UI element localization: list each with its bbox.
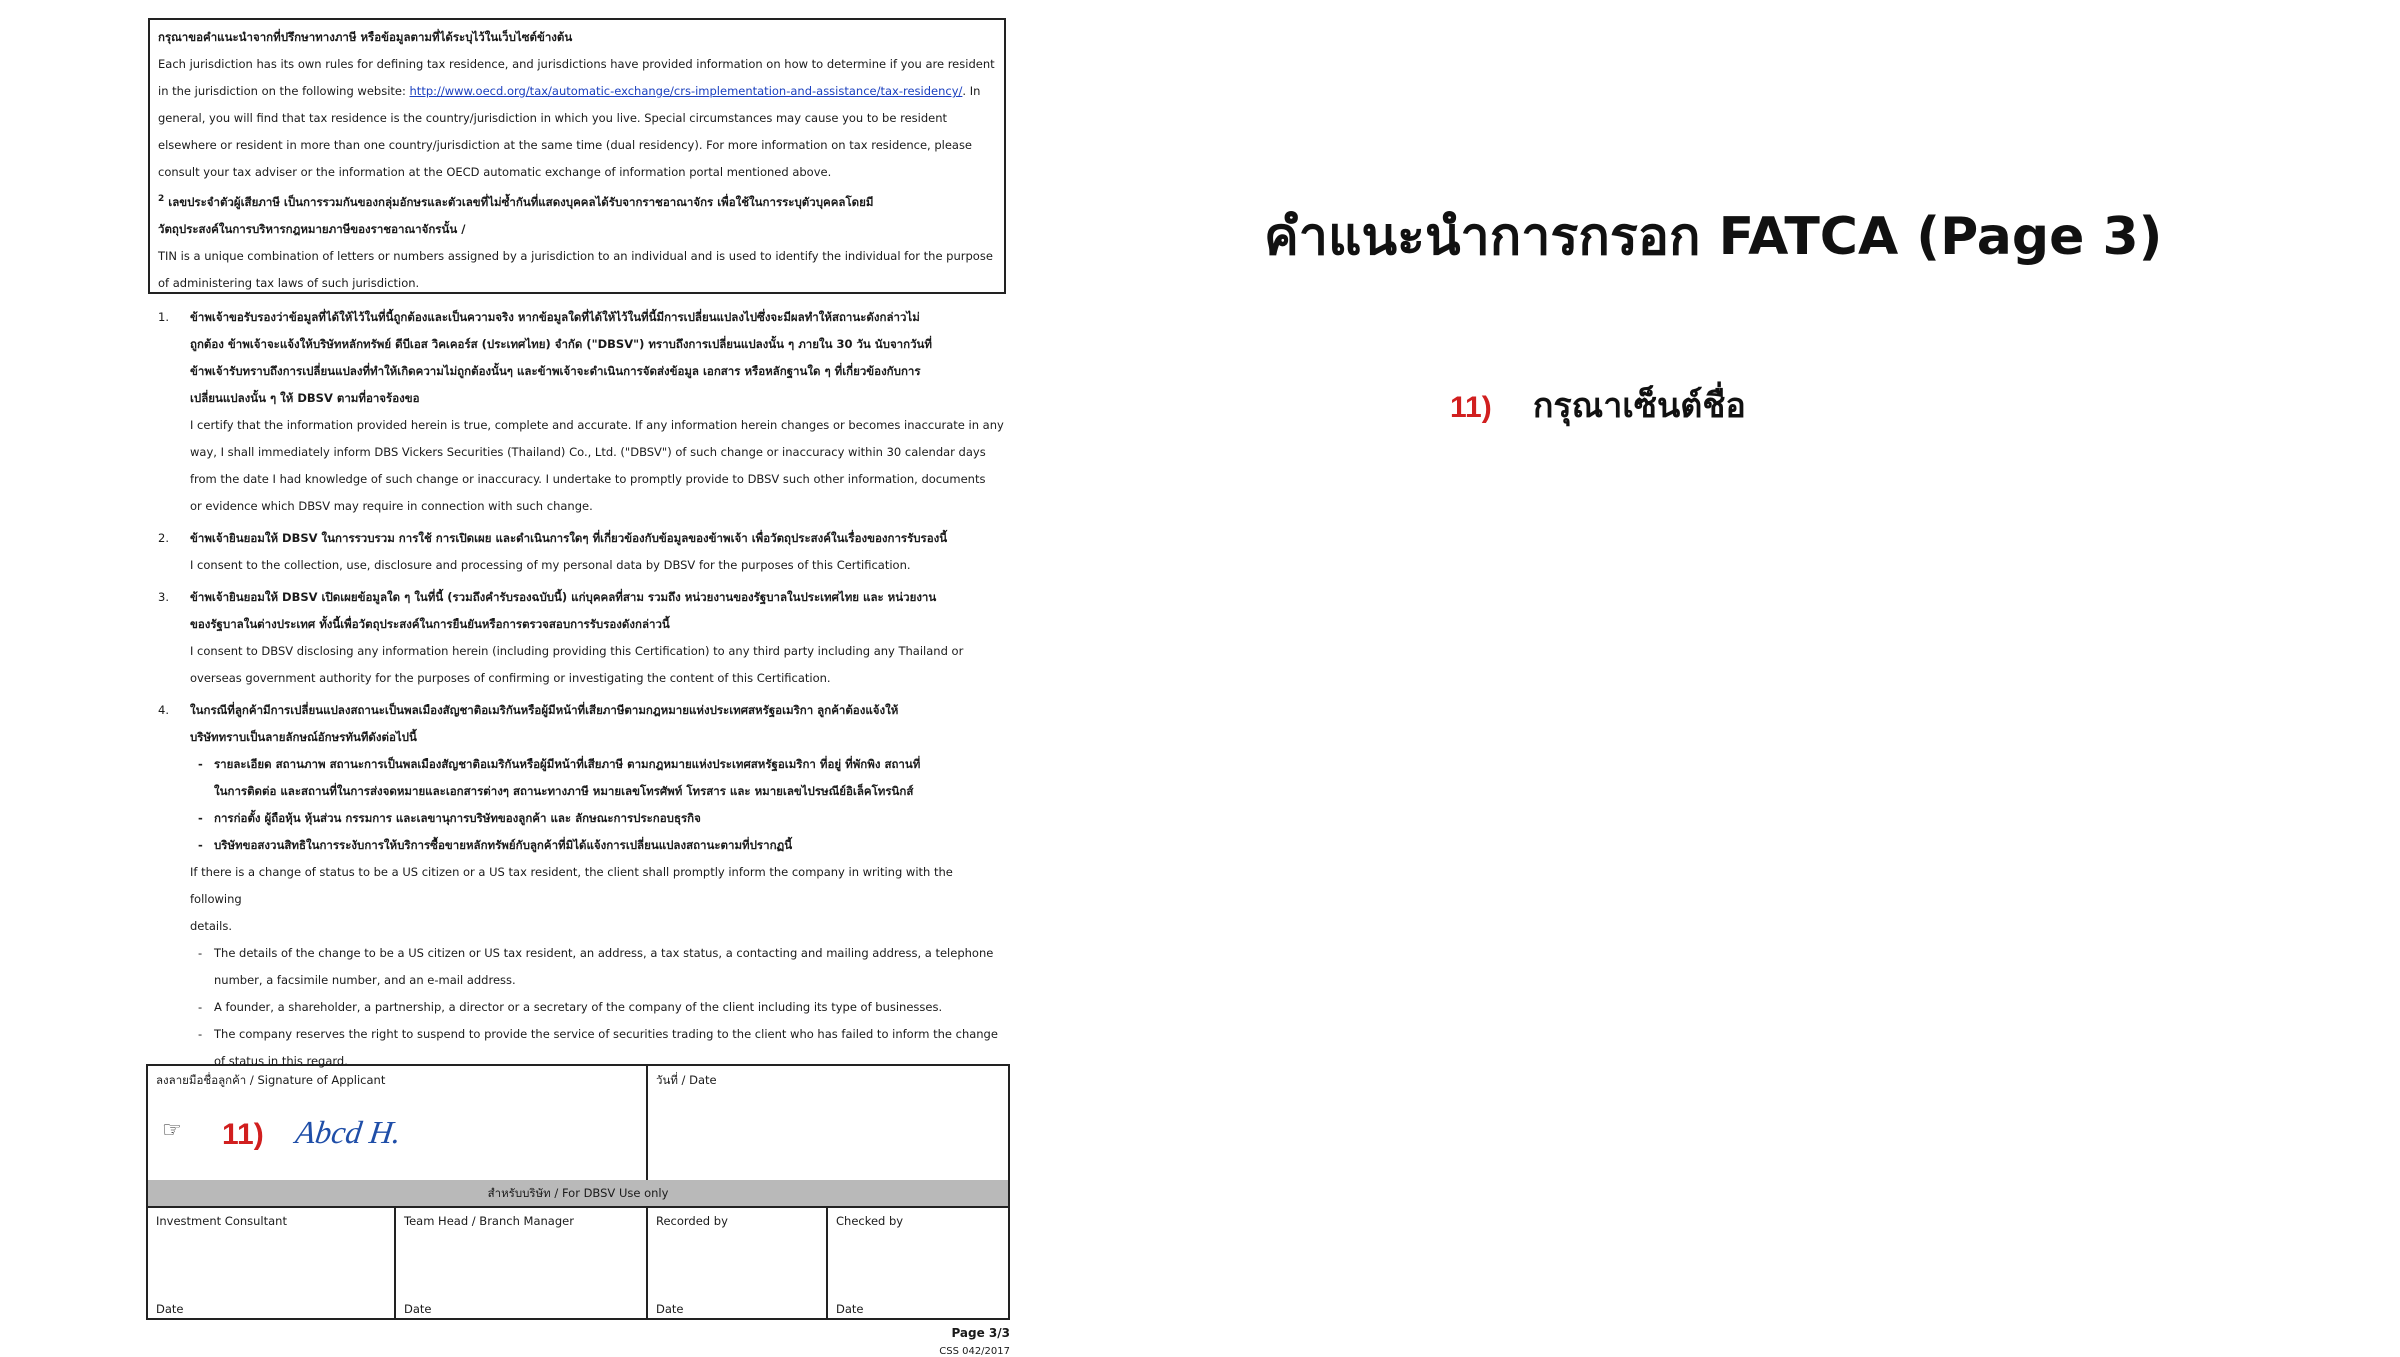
staff-role-label: Team Head / Branch Manager (404, 1214, 574, 1228)
investment-consultant-cell (148, 1208, 396, 1318)
oecd-link[interactable]: http://www.oecd.org/tax/automatic-exchange/crs-implementation-and-assistance/tax-residency/ (409, 84, 963, 98)
staff-date-label: Date (656, 1302, 684, 1316)
applicant-signature: Abcd H. (293, 1114, 404, 1150)
item-number: 1. (158, 310, 169, 324)
item-english-line: details. (190, 919, 232, 933)
staff-date-label: Date (404, 1302, 432, 1316)
item-number: 2. (158, 531, 169, 545)
tin-footnote-mark: 2 (158, 194, 165, 204)
step-number: 11) (1450, 391, 1492, 424)
signature-label: ลงลายมือชื่อลูกค้า / Signature of Applicant (156, 1073, 386, 1087)
item-thai-line: ของรัฐบาลในต่างประเทศ ทั้งนี้เพื่อวัตถุประสงค์ในการยืนยันหรือการตรวจสอบการรับรองดังกล่าวนี้ (190, 617, 670, 631)
fatca-form-page (146, 14, 1016, 1357)
signature-row (148, 1066, 1008, 1182)
tax-residence-line-2 (158, 78, 996, 105)
item-english-line: I certify that the information provided herein is true, complete and accurate. If any information herein changes or becomes inaccurate in any (190, 418, 1004, 432)
tax-residence-line-5: consult your tax adviser or the information at the OECD automatic exchange of information portal mentioned above. (158, 165, 832, 179)
signature-field[interactable] (148, 1066, 648, 1180)
checked-by-cell (828, 1208, 1008, 1318)
staff-role-label: Recorded by (656, 1214, 728, 1228)
item-english-bullet: - The company reserves the right to suspend to provide the service of securities trading to the client who has failed to inform the change (190, 1021, 1006, 1048)
staff-role-label: Checked by (836, 1214, 904, 1228)
form-code: CSS 042/2017 (939, 1346, 1010, 1357)
item-english-bullet-cont: of status in this regard. (214, 1054, 348, 1068)
date-label: วันที่ / Date (656, 1073, 717, 1087)
item-thai-line: ถูกต้อง ข้าพเจ้าจะแจ้งให้บริษัทหลักทรัพย์ ดีบีเอส วิคเคอร์ส (ประเทศไทย) จำกัด ("DBSV") ทราบถึงการเปลี่ยนแปลงนั้น ๆ ภายใน 30 วัน นับจากวันที่ (190, 337, 932, 351)
dbsv-use-only-banner: สำหรับบริษัท / For DBSV Use only (148, 1180, 1008, 1208)
item-number: 4. (158, 703, 169, 717)
tin-en-line-1: TIN is a unique combination of letters or numbers assigned by a jurisdiction to an individual and is used to identify the individual for the purpose (158, 248, 993, 263)
item-english-line: way, I shall immediately inform DBS Vickers Securities (Thailand) Co., Ltd. ("DBSV") of such change or inaccuracy within 30 calendar days (190, 445, 986, 459)
staff-date-label: Date (836, 1302, 864, 1316)
item-thai-bullet: - การก่อตั้ง ผู้ถือหุ้น หุ้นส่วน กรรมการ และเลขานุการบริษัทของลูกค้า และ ลักษณะการประกอบธุรกิจ (190, 805, 1006, 832)
item-thai-bullet: - บริษัทขอสงวนสิทธิในการระงับการให้บริการซื้อขายหลักทรัพย์กับลูกค้าที่มิได้แจ้งการเปลี่ยนแปลงสถานะตามที่ปรากฏนี้ (190, 832, 1006, 859)
pointing-hand-icon: ☞ (162, 1118, 182, 1143)
item-thai-line: ในกรณีที่ลูกค้ามีการเปลี่ยนแปลงสถานะเป็นพลเมืองสัญชาติอเมริกันหรือผู้มีหน้าที่เสียภาษีตามกฎหมายแห่งประเทศสหรัฐอเมริกา ลูกค้าต้องแจ้งให้ (190, 703, 899, 717)
step-instruction: กรุณาเซ็นต์ชื่อ (1532, 386, 1746, 426)
recorded-by-cell (648, 1208, 828, 1318)
item-english-line: or evidence which DBSV may require in connection with such change. (190, 499, 593, 513)
item-english-bullet: - The details of the change to be a US citizen or US tax resident, an address, a tax status, a contacting and mailing address, a telephone (190, 940, 1006, 967)
certification-item-3 (154, 584, 1006, 692)
staff-role-label: Investment Consultant (156, 1214, 287, 1228)
page-number: Page 3/3 (951, 1326, 1010, 1340)
item-number: 3. (158, 590, 169, 604)
item-thai-line: ข้าพเจ้าขอรับรองว่าข้อมูลที่ได้ให้ไว้ในที่นี้ถูกต้องและเป็นความจริง หากข้อมูลใดที่ได้ให้ไว้ในที่นี้มีการเปลี่ยนแปลงไปซึ่งจะมีผลทำให้สถานะดังกล่าวไม่ (190, 310, 920, 324)
tax-advice-thai: กรุณาขอคำแนะนำจากที่ปรึกษาทางภาษี หรือข้อมูลตามที่ได้ระบุไว้ในเว็บไซต์ข้างต้น (158, 30, 573, 44)
item-english-line: from the date I had knowledge of such change or inaccuracy. I undertake to promptly provide to DBSV such other information, documents (190, 472, 986, 486)
item-thai-bullet: - รายละเอียด สถานภาพ สถานะการเป็นพลเมืองสัญชาติอเมริกันหรือผู้มีหน้าที่เสียภาษี ตามกฎหมายแห่งประเทศสหรัฐอเมริกา ที่อยู่ ที่พักพิง สถานที่ (190, 751, 1006, 778)
tax-residence-line-4: elsewhere or resident in more than one country/jurisdiction at the same time (dual residency). For more information on tax residence, please (158, 138, 973, 152)
staff-date-label: Date (156, 1302, 184, 1316)
certification-item-2 (154, 525, 1006, 579)
tin-thai-text-1: เลขประจำตัวผู้เสียภาษี เป็นการรวมกันของกลุ่มอักษรและตัวเลขที่ไม่ซ้ำกันที่แสดงบุคคลได้รับจากราชอาณาจักร เพื่อใช้ในการระบุตัวบุคคลโดยมี (168, 194, 874, 209)
item-english-line: If there is a change of status to be a US citizen or a US tax resident, the client shall promptly inform the company in writing with the following (190, 865, 953, 906)
instruction-step (1450, 378, 1746, 432)
tax-residence-line-2-prefix: in the jurisdiction on the following website: (158, 84, 406, 98)
item-thai-line: ข้าพเจ้ายินยอมให้ DBSV เปิดเผยข้อมูลใด ๆ ในที่นี้ (รวมถึงคำรับรองฉบับนี้) แก่บุคคลที่สาม รวมถึง หน่วยงานของรัฐบาลในประเทศไทย และ หน่วยงาน (190, 590, 937, 604)
item-english-bullet: - A founder, a shareholder, a partnership, a director or a secretary of the company of the client including its type of businesses. (190, 994, 1006, 1021)
item-english-line: overseas government authority for the purposes of confirming or investigating the content of this Certification. (190, 671, 831, 685)
item-thai-bullet-cont: ในการติดต่อ และสถานที่ในการส่งจดหมายและเอกสารต่างๆ สถานะทางภาษี หมายเลขโทรศัพท์ โทรสาร และ หมายเลขไปรษณีย์อิเล็คโทรนิกส์ (214, 784, 914, 798)
signature-step-number: 11) (222, 1118, 264, 1151)
date-field[interactable] (648, 1066, 1008, 1180)
page-title: คำแนะนำการกรอก FATCA (Page 3) (1264, 207, 2163, 267)
certification-item-1 (154, 304, 1006, 520)
item-thai-line: ข้าพเจ้ายินยอมให้ DBSV ในการรวบรวม การใช้ การเปิดเผย และดำเนินการใดๆ ที่เกี่ยวข้องกับข้อมูลของข้าพเจ้า เพื่อวัตถุประสงค์ในเรื่องของการรับรองนี้ (190, 531, 948, 545)
certification-item-4 (154, 697, 1006, 1075)
item-thai-line: บริษัททราบเป็นลายลักษณ์อักษรทันทีดังต่อไปนี้ (190, 730, 417, 744)
item-thai-line: เปลี่ยนแปลงนั้น ๆ ให้ DBSV ตามที่อาจร้องขอ (190, 391, 420, 405)
tax-residence-line-2-suffix: . In (962, 84, 981, 98)
certification-items (154, 304, 1006, 1080)
item-thai-line: ข้าพเจ้ารับทราบถึงการเปลี่ยนแปลงที่ทำให้เกิดความไม่ถูกต้องนั้นๆ และข้าพเจ้าจะดำเนินการจัดส่งข้อมูล เอกสาร หรือหลักฐานใด ๆ ที่เกี่ยวข้องกับการ (190, 364, 921, 378)
tin-thai-line-1 (158, 186, 996, 216)
tin-en-line-2: of administering tax laws of such jurisdiction. (158, 275, 420, 290)
tax-residence-line-3: general, you will find that tax residence is the country/jurisdiction in which you live. Special circumstances may cause you to be resident (158, 111, 948, 125)
item-english-line: I consent to DBSV disclosing any information herein (including providing this Certification) to any third party including any Thailand or (190, 644, 964, 658)
staff-row (148, 1208, 1008, 1318)
signature-table (146, 1064, 1010, 1320)
tax-residence-line-1: Each jurisdiction has its own rules for defining tax residence, and jurisdictions have provided information on how to determine if you are resident (158, 57, 995, 71)
tin-thai-line-2: วัตถุประสงค์ในการบริหารกฎหมายภาษีของราชอาณาจักรนั้น / (158, 221, 466, 236)
item-english-bullet-cont: number, a facsimile number, and an e-mail address. (214, 973, 516, 987)
item-english-line: I consent to the collection, use, disclosure and processing of my personal data by DBSV for the purposes of this Certification. (190, 558, 911, 572)
team-head-cell (396, 1208, 648, 1318)
tax-residence-info-box (148, 18, 1006, 294)
